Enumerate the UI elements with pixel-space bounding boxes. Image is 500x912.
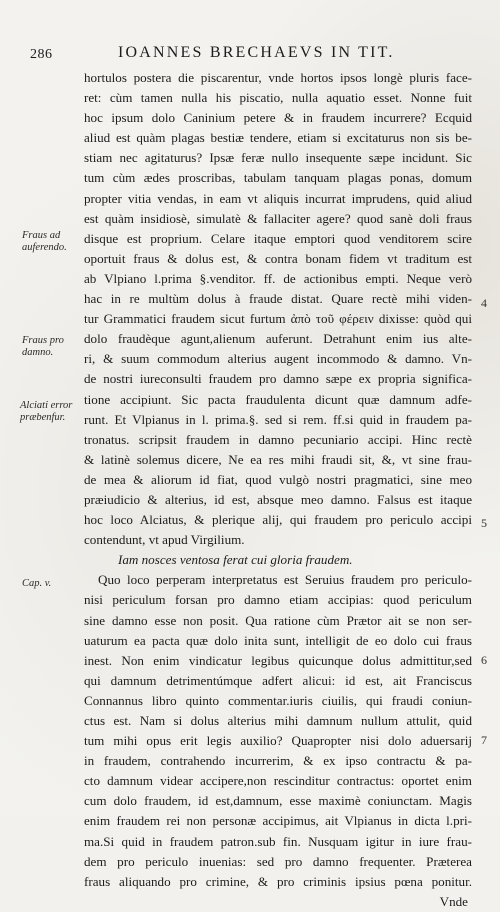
text-line: tum cùm ædes proscribas, tabulam tanquam plagas ponas, domum [84, 170, 472, 186]
text-line: tum mihi opus erit legis auxilio? Quapropter nisi dolo aduersarij [84, 733, 472, 749]
text-line: Connannus libro quinto commentar.iuris ciuilis, qui fraudi coniun- [84, 692, 472, 708]
text-line: de nostri iureconsulti fraudem pro damno sæpe ex propria significa- [84, 371, 472, 387]
text-line: fraus aliquando pro crimine, & pro criminis ipsius pœna ponitur. [84, 873, 472, 889]
text-line: ma.Si quid in fraudem patron.sub fin. Nusquam igitur in iure frau- [84, 833, 472, 849]
text-line: nisi periculum forsan pro damno etiam accipias: quod periculum [84, 592, 472, 608]
verse-quotation: Iam nosces ventosa ferat cui gloria fraudem. [118, 552, 353, 568]
text-line: disque est proprium. Celare itaque emptori quod venditorem scire [84, 230, 472, 246]
text-line: inest. Non enim vindicatur legibus quicunque dolus admittitur,sed [84, 652, 472, 668]
page-number: 286 [30, 47, 53, 62]
margin-note: Alciati error præbenfur. [20, 400, 73, 423]
text-line: oportuit fraus & dolus est, & contra bonam fidem vt traditum est [84, 250, 472, 266]
text-line: sine damno esse non posit. Qua ratione cùm Prætor ait se non ser- [84, 612, 472, 628]
text-line: aliud est quàm plagas bestiæ tendere, etiam si excitaturus non sis be- [84, 130, 472, 146]
text-line: est quàm insidiosè, simulatè & fallaciter agere? quod sanè doli fraus [84, 210, 472, 226]
body-text [84, 68, 472, 912]
text-line: runt. Et Vlpianus in l. prima.§. sed si rem. ff.si quid in fraudem pa- [84, 411, 472, 427]
text-line: ri, & suum commodum alterius augent incommodo & damno. Vn- [84, 351, 472, 367]
text-line: uaturum ea pacta quæ dolo inita sunt, intelligit de eo dolo cui fraus [84, 632, 472, 648]
margin-note: Cap. v. [22, 578, 52, 589]
text-line: hac in re multùm dolus à fraude distat. Quare rectè mihi viden- [84, 291, 472, 307]
margin-number: 5 [481, 516, 487, 530]
text-line: hortulos postera die piscarentur, vnde hortos ipsos longè pluris face- [84, 70, 472, 85]
margin-note: Fraus pro damno. [22, 335, 64, 358]
text-line: propter vitia vendas, in eam vt aliquis incurrat imprudens, quid aliud [84, 190, 472, 206]
text-line: ctus est. Nam si dolus alterius mihi damnum nullum attulit, quid [84, 713, 472, 728]
text-line: enim fraudem rei non personæ accipimus, ait Vlpianus in dicta l.pri- [84, 813, 472, 829]
text-line: & latinè solemus dicere, Ne ea res mihi fraudi sit, &, vt sine frau- [84, 451, 472, 467]
text-line: dolo fraudèque agunt,alienum auferunt. Detrahunt enim ius alte- [84, 331, 472, 347]
text-line: præiudicio & alterius, id est, absque meo damno. Falsus est itaque [84, 491, 472, 507]
margin-note: Fraus ad auferendo. [22, 230, 67, 253]
text-line: hoc loco Alciatus, & plerique alij, qui fraudem pro periculo accipi [84, 512, 472, 528]
margin-number: 7 [481, 733, 487, 747]
text-line: cum dolo fraudem, id est,damnum, esse maximè coniunctam. Magis [84, 793, 472, 809]
text-line: in fraudem, contrahendo incurrerim, & ex ipso contractu & pa- [84, 753, 472, 769]
text-line: ret: cùm tamen nulla his piscatio, nulla aquatio esset. Nonne fuit [84, 90, 472, 106]
text-line: qui damnum detrimentúmque adfert alicui: id est, ait Franciscus [84, 672, 472, 688]
running-head: IOANNES BRECHAEVS IN TIT. [118, 44, 395, 61]
text-line: hoc ipsum dolo Caninium petere & in fraudem incurrere? Ecquid [84, 110, 472, 126]
text-line: ab Vlpiano l.prima §.venditor. ff. de actionibus empti. Neque verò [84, 270, 472, 286]
text-line: stiam nec agitaturus? Ipsæ feræ nullo insequente sæpe incidunt. Sic [84, 150, 472, 166]
text-line: cto damnum videar accipere,non rescinditur contractus: oportet enim [84, 773, 472, 789]
text-line: de mea & aliorum id fiat, quod vulgò nostri pragmatici, sine meo [84, 471, 472, 487]
margin-number: 6 [481, 653, 487, 667]
text-line: dem pro periculo inuenias: sed pro damno frequenter. Præterea [84, 853, 472, 869]
catchword: Vnde [439, 893, 468, 909]
text-line: tione accipiunt. Sic pacta fraudulenta dicunt quæ damnum adfe- [84, 391, 472, 407]
text-line: Quo loco perperam interpretatus est Seruius fraudem pro periculo- [98, 572, 472, 588]
text-line: contendunt, vt apud Virgilium. [84, 532, 245, 548]
text-line: tur Grammatici fraudem sicut furtum ἀπὸ τοῦ φέρειν dixisse: quòd qui [84, 311, 472, 327]
text-line: tronatus. scripsit fraudem in damno pecuniario accipi. Hinc rectè [84, 431, 472, 447]
margin-number: 4 [481, 296, 487, 310]
